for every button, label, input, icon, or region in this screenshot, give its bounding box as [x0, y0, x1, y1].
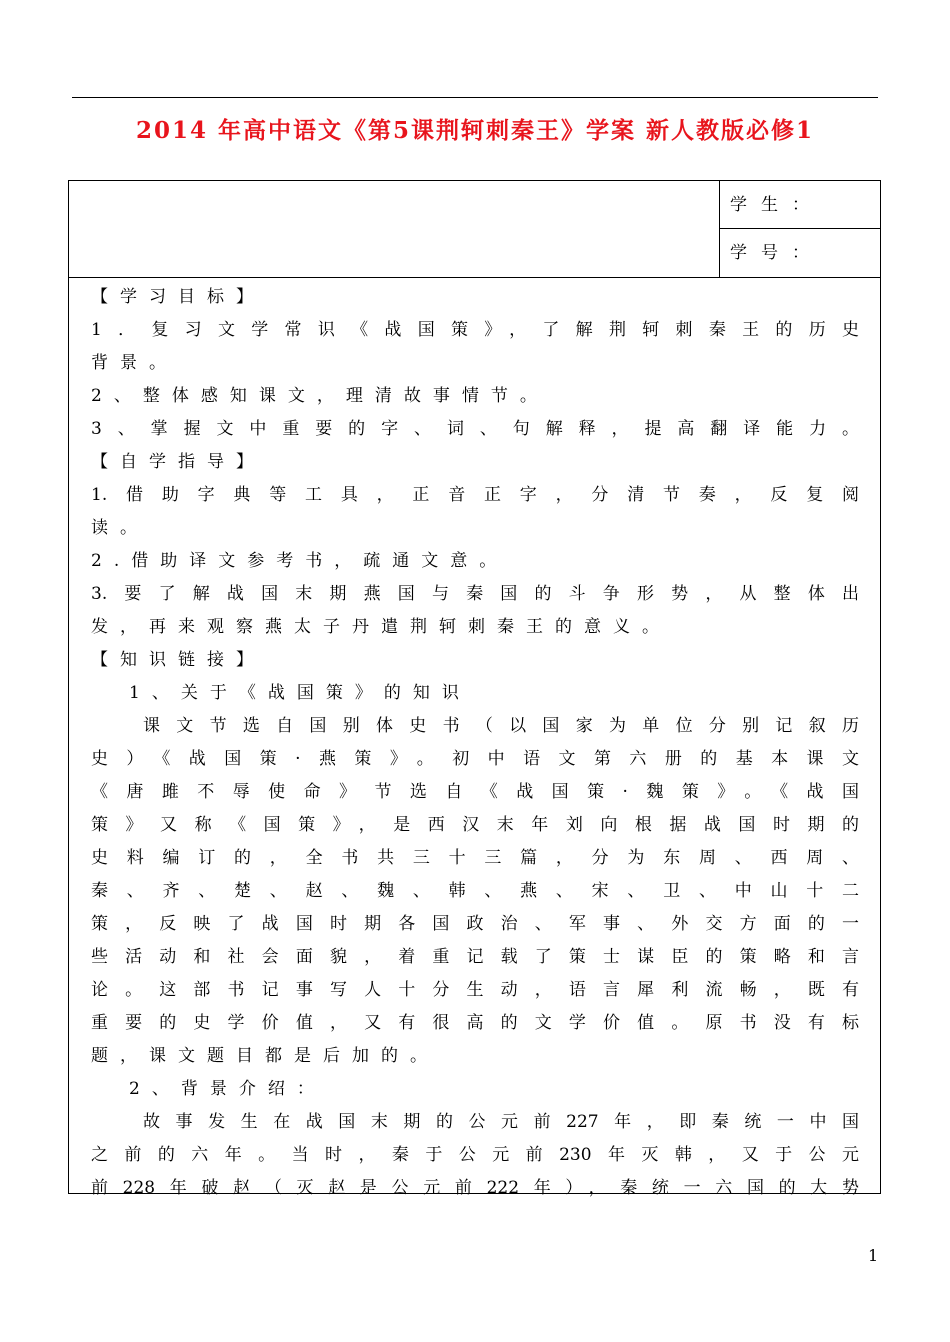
paragraph-line: 重要的史学价值，又有很高的文学价值。原书没有标 — [91, 1013, 859, 1033]
student-id-field[interactable]: 学号： — [730, 243, 823, 263]
top-rule — [72, 97, 878, 98]
paragraph-line: 策》又称《国策》，是西汉末年刘向根据战国时期的 — [91, 815, 859, 835]
text-line: 2.借助译文参考书，疏通文意。 — [91, 551, 509, 571]
section-heading-knowledge: 【知识链接】 — [91, 650, 265, 670]
student-name-field[interactable]: 学生： — [720, 181, 880, 229]
paragraph-line: 题，课文题目都是后加的。 — [91, 1046, 439, 1066]
text-line: 读。 — [91, 518, 149, 538]
text-line: 1．复习文学常识《战国策》，了解荆轲刺秦王的历史 — [91, 320, 859, 340]
text-line: 2、整体感知课文，理清故事情节。 — [91, 386, 549, 406]
subheading-zhanguoce: 1、关于《战国策》的知识 — [129, 683, 471, 703]
content-cell — [91, 281, 859, 1205]
paragraph-line: 秦、齐、楚、赵、魏、韩、燕、宋、卫、中山十二 — [91, 881, 859, 901]
paragraph-line: 故事发生在战国末期的公元前227年，即秦统一中国 — [143, 1112, 859, 1132]
paragraph-line: 论。这部书记事写人十分生动，语言犀利流畅，既有 — [91, 980, 859, 1000]
document-title: 2014 年高中语文《第5课荆轲刺秦王》学案 新人教版必修1 — [135, 117, 815, 144]
paragraph-line: 课文节选自国别体史书（以国家为单位分别记叙历 — [143, 716, 859, 736]
text-line: 1.借助字典等工具，正音正字，分清节奏，反复阅 — [91, 485, 859, 505]
section-heading-self-study: 【自学指导】 — [91, 452, 265, 472]
text-line: 发，再来观察燕太子丹遣荆轲刺秦王的意义。 — [91, 617, 671, 637]
worksheet-table — [68, 180, 881, 1198]
paragraph-line: 史）《战国策·燕策》。初中语文第六册的基本课文 — [91, 749, 859, 769]
page-number: 1 — [868, 1246, 879, 1265]
header-row — [69, 181, 880, 278]
paragraph-line: 史料编订的，全书共三十三篇，分为东周、西周、 — [91, 848, 859, 868]
paragraph-line: 策，反映了战国时期各国政治、军事、外交方面的一 — [91, 914, 859, 934]
paragraph-line: 前228年破赵（灭赵是公元前222年），秦统一六国的大势 — [91, 1178, 859, 1198]
section-heading-objectives: 【学习目标】 — [91, 287, 265, 307]
text-line: 3.要了解战国末期燕国与秦国的斗争形势，从整体出 — [91, 584, 859, 604]
text-line: 背景。 — [91, 353, 178, 373]
header-blank-cell — [69, 181, 720, 277]
subheading-background: 2、背景介绍： — [129, 1079, 326, 1099]
paragraph-line: 些活动和社会面貌，着重记载了策士谋臣的策略和言 — [91, 947, 859, 967]
paragraph-line: 之前的六年。当时，秦于公元前230年灭韩，又于公元 — [91, 1145, 859, 1165]
paragraph-line: 《唐雎不辱使命》节选自《战国策·魏策》。《战国 — [91, 782, 859, 802]
text-line: 3、掌握文中重要的字、词、句解释，提高翻译能力。 — [91, 419, 859, 439]
